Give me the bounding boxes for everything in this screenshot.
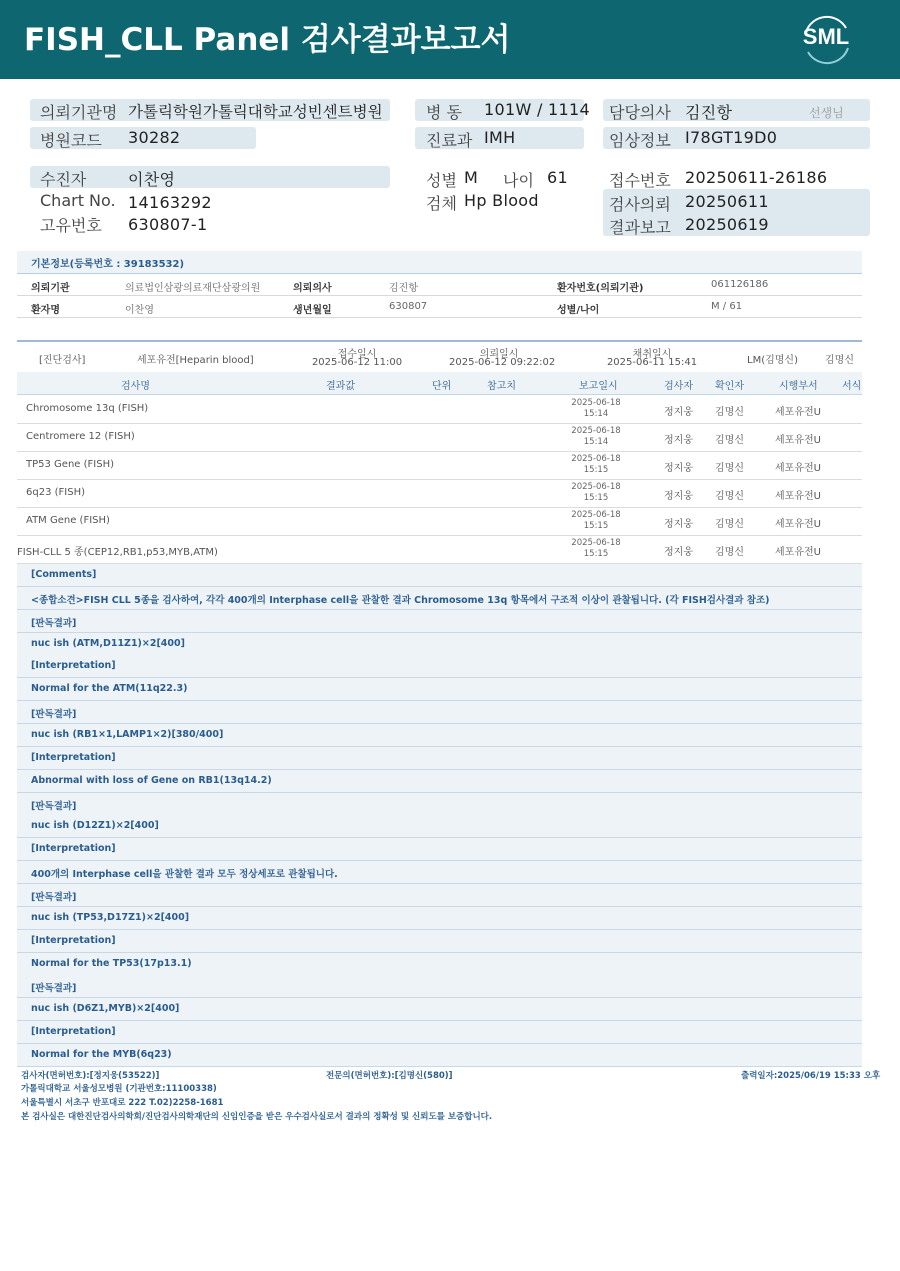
table-row [17,507,862,536]
age-label: 나이 [503,171,534,190]
dept-label: 진료과 [426,131,473,150]
comment-text: Normal for the MYB(6q23) [31,1049,172,1061]
col-date: 보고일시 [579,381,618,392]
comment-text: Normal for the TP53(17p13.1) [31,957,192,969]
comment-row [17,884,862,907]
comment-text: nuc ish (TP53,D17Z1)×2[400] [31,911,190,923]
report-date: 2025-06-18 [571,426,621,436]
report-date: 2025-06-18 [571,454,621,464]
request-label: 검사의뢰 [609,195,671,214]
report-date: 2025-06-18 [571,510,621,520]
diag-collected: 2025-06-11 15:41 [606,357,698,368]
col-dept: 시행부서 [779,381,818,392]
basic-value: 061126186 [711,279,769,290]
report-date: 2025-06-18 [571,482,621,492]
comment-text: [판독결과] [31,800,77,812]
test-name: ATM Gene (FISH) [26,515,110,526]
report-header [0,0,900,79]
report-title: FISH_CLL Panel 검사결과보고서 [24,22,511,58]
comment-row [17,793,862,816]
confirmer: 김명신 [715,407,744,418]
comment-row [17,907,862,930]
patient-value: 이찬영 [128,170,176,189]
test-name: 6q23 (FISH) [26,487,85,498]
report-time: 15:14 [583,437,609,447]
report-time: 15:15 [583,493,609,503]
comment-text: Abnormal with loss of Gene on RB1(13q14.2) [31,774,272,786]
diag-received-label: 접수일시 [337,349,377,360]
basic-info-row-1 [17,274,862,296]
basic-key: 환자번호(의뢰기관) [557,283,644,294]
tester: 정지웅 [664,491,693,502]
comment-row [17,1044,862,1067]
comment-text: nuc ish (RB1×1,LAMP1×2)[380/400] [31,729,224,741]
diagnostic-header [17,340,862,374]
department: 세포유전U [775,519,821,530]
footer-specialist: 전문의(면허번호):[김명신(580)] [326,1071,453,1081]
tester: 정지웅 [664,435,693,446]
request-value: 20250611 [685,192,769,211]
report-date: 2025-06-18 [571,538,621,548]
comment-row [17,587,862,610]
tester: 정지웅 [664,547,693,558]
unique-value: 630807-1 [128,215,208,234]
results-table-header [17,372,862,395]
basic-info-title: 기본정보(등록번호 : 39183532) [31,259,185,270]
comment-row [17,770,862,793]
comment-text: 400개의 Interphase cell을 관찰한 결과 모두 정상세포로 관찰됩니다. [31,869,338,881]
basic-info-title-bar [17,251,862,274]
comment-row [17,838,862,861]
col-confirmer: 확인자 [715,381,744,392]
ward-value: 101W / 1114 [484,100,590,119]
comment-text: nuc ish (D12Z1)×2[400] [31,820,159,832]
unique-label: 고유번호 [40,216,102,235]
basic-info-row-2 [17,296,862,318]
diag-requested-label: 의뢰일시 [479,349,519,360]
comment-row [17,930,862,953]
footer-printed: 출력일자:2025/06/19 15:33 오후 [741,1071,881,1081]
footer-address: 서울특별시 서초구 반포대로 222 T.02)2258-1681 [21,1098,224,1108]
col-result: 결과값 [326,381,355,392]
patient-label: 수진자 [40,170,87,189]
confirmer: 김명신 [715,519,744,530]
diag-requested: 2025-06-12 09:22:02 [449,357,556,368]
basic-value: 630807 [389,301,428,312]
department: 세포유전U [775,463,821,474]
confirmer: 김명신 [715,491,744,502]
comment-text: [Interpretation] [31,660,116,672]
comment-text: [Interpretation] [31,843,116,855]
col-name: 검사명 [121,381,150,392]
specimen-label: 검체 [426,194,457,213]
receipt-value: 20250611-26186 [685,168,828,187]
ward-label: 병 동 [426,103,462,122]
table-row [17,423,862,452]
comment-text: Normal for the ATM(11q22.3) [31,683,188,695]
comment-row [17,633,862,656]
requester-org-label: 의뢰기관명 [40,103,118,122]
test-name: Centromere 12 (FISH) [26,431,135,442]
basic-key: 의뢰의사 [293,283,332,294]
clinical-value: I78GT19D0 [685,128,778,147]
comment-row [17,655,862,678]
basic-key: 환자명 [31,305,60,316]
basic-key: 생년월일 [293,305,332,316]
basic-value: 김진항 [389,283,418,294]
comment-text: [판독결과] [31,709,77,721]
comment-row [17,678,862,701]
department: 세포유전U [775,491,821,502]
report-time: 15:15 [583,465,609,475]
comment-row [17,815,862,838]
diag-label: [진단검사] [39,355,86,366]
diag-received: 2025-06-12 11:00 [311,357,403,368]
comment-text: nuc ish (ATM,D11Z1)×2[400] [31,637,185,649]
diag-dept: 세포유전[Heparin blood] [137,355,254,366]
comment-text: [판독결과] [31,892,77,904]
comment-row [17,747,862,770]
basic-value: 의료법인삼광의료재단삼광의원 [125,283,261,294]
specimen-value: Hp Blood [464,191,539,210]
comment-row [17,1021,862,1044]
hospital-code-value: 30282 [128,128,181,147]
col-tester: 검사자 [664,381,693,392]
comment-row [17,610,862,633]
doctor-suffix: 선생님 [809,106,844,120]
col-ref: 참고치 [487,381,516,392]
comment-row [17,701,862,724]
doctor-value: 김진항 [685,103,733,122]
chart-label: Chart No. [40,191,116,210]
col-form: 서식 [842,381,862,392]
comment-text: [Comments] [31,569,97,580]
report-label: 결과보고 [609,218,671,237]
tester: 정지웅 [664,463,693,474]
basic-value: 이찬영 [125,305,154,316]
footer-certification: 본 검사실은 대한진단검사의학회/진단검사의학재단의 신임인증을 받은 우수검사실로서 결과의 정확성 및 신뢰도를 보증합니다. [21,1112,493,1122]
department: 세포유전U [775,407,821,418]
clinical-label: 임상정보 [609,131,671,150]
comment-text: <종합소견>FISH CLL 5종을 검사하여, 각각 400개의 Interphase cell을 관찰한 결과 Chromosome 13q 항목에서 구조적 이상이 관찰됩니다. (각 FISH검사결과 참조) [31,594,770,606]
comment-text: [Interpretation] [31,1026,116,1038]
confirmer: 김명신 [715,463,744,474]
report-time: 15:14 [583,409,609,419]
report-time: 15:15 [583,521,609,531]
comment-row [17,953,862,976]
report-time: 15:15 [583,549,609,559]
comment-text: [Interpretation] [31,751,116,763]
receipt-label: 접수번호 [609,171,671,190]
test-name: FISH-CLL 5 종(CEP12,RB1,p53,MYB,ATM) [17,547,218,558]
department: 세포유전U [775,435,821,446]
comment-text: nuc ish (D6Z1,MYB)×2[400] [31,1003,180,1015]
table-row [17,395,862,424]
table-row [17,535,862,564]
confirmer: 김명신 [715,547,744,558]
comment-row [17,998,862,1021]
comment-row [17,724,862,747]
report-value: 20250619 [685,215,769,234]
sml-logo [796,12,856,66]
table-row [17,479,862,508]
basic-value: M / 61 [711,301,743,312]
basic-key: 의뢰기관 [31,283,70,294]
sex-value: M [464,168,479,187]
sex-label: 성별 [426,171,457,190]
test-name: TP53 Gene (FISH) [26,459,114,470]
comment-text: [Interpretation] [31,934,116,946]
col-unit: 단위 [432,381,452,392]
footer-tester: 검사자(면허번호):[정지웅(53522)] [21,1071,160,1081]
diag-person: 김명신 [825,355,854,366]
table-row [17,451,862,480]
comment-text: [판독결과] [31,617,77,629]
age-value: 61 [547,168,568,187]
hospital-code-label: 병원코드 [40,131,102,150]
confirmer: 김명신 [715,435,744,446]
department: 세포유전U [775,547,821,558]
report-date: 2025-06-18 [571,398,621,408]
doctor-label: 담당의사 [609,103,671,122]
requester-org-value: 가톨릭학원가톨릭대학교성빈센트병원 [128,103,383,121]
tester: 정지웅 [664,407,693,418]
footer-hospital: 가톨릭대학교 서울성모병원 (기관번호:11100338) [21,1084,217,1094]
tester: 정지웅 [664,519,693,530]
dept-value: IMH [484,128,516,147]
comment-text: [판독결과] [31,983,77,995]
diag-lm: LM(김명신) [747,355,798,366]
comment-row [17,564,862,587]
comment-row [17,861,862,884]
basic-key: 성별/나이 [557,305,600,316]
test-name: Chromosome 13q (FISH) [26,403,149,414]
chart-value: 14163292 [128,193,212,212]
comment-row [17,975,862,998]
sml-logo-text: SML [802,24,850,49]
diag-collected-label: 채취일시 [632,349,672,360]
